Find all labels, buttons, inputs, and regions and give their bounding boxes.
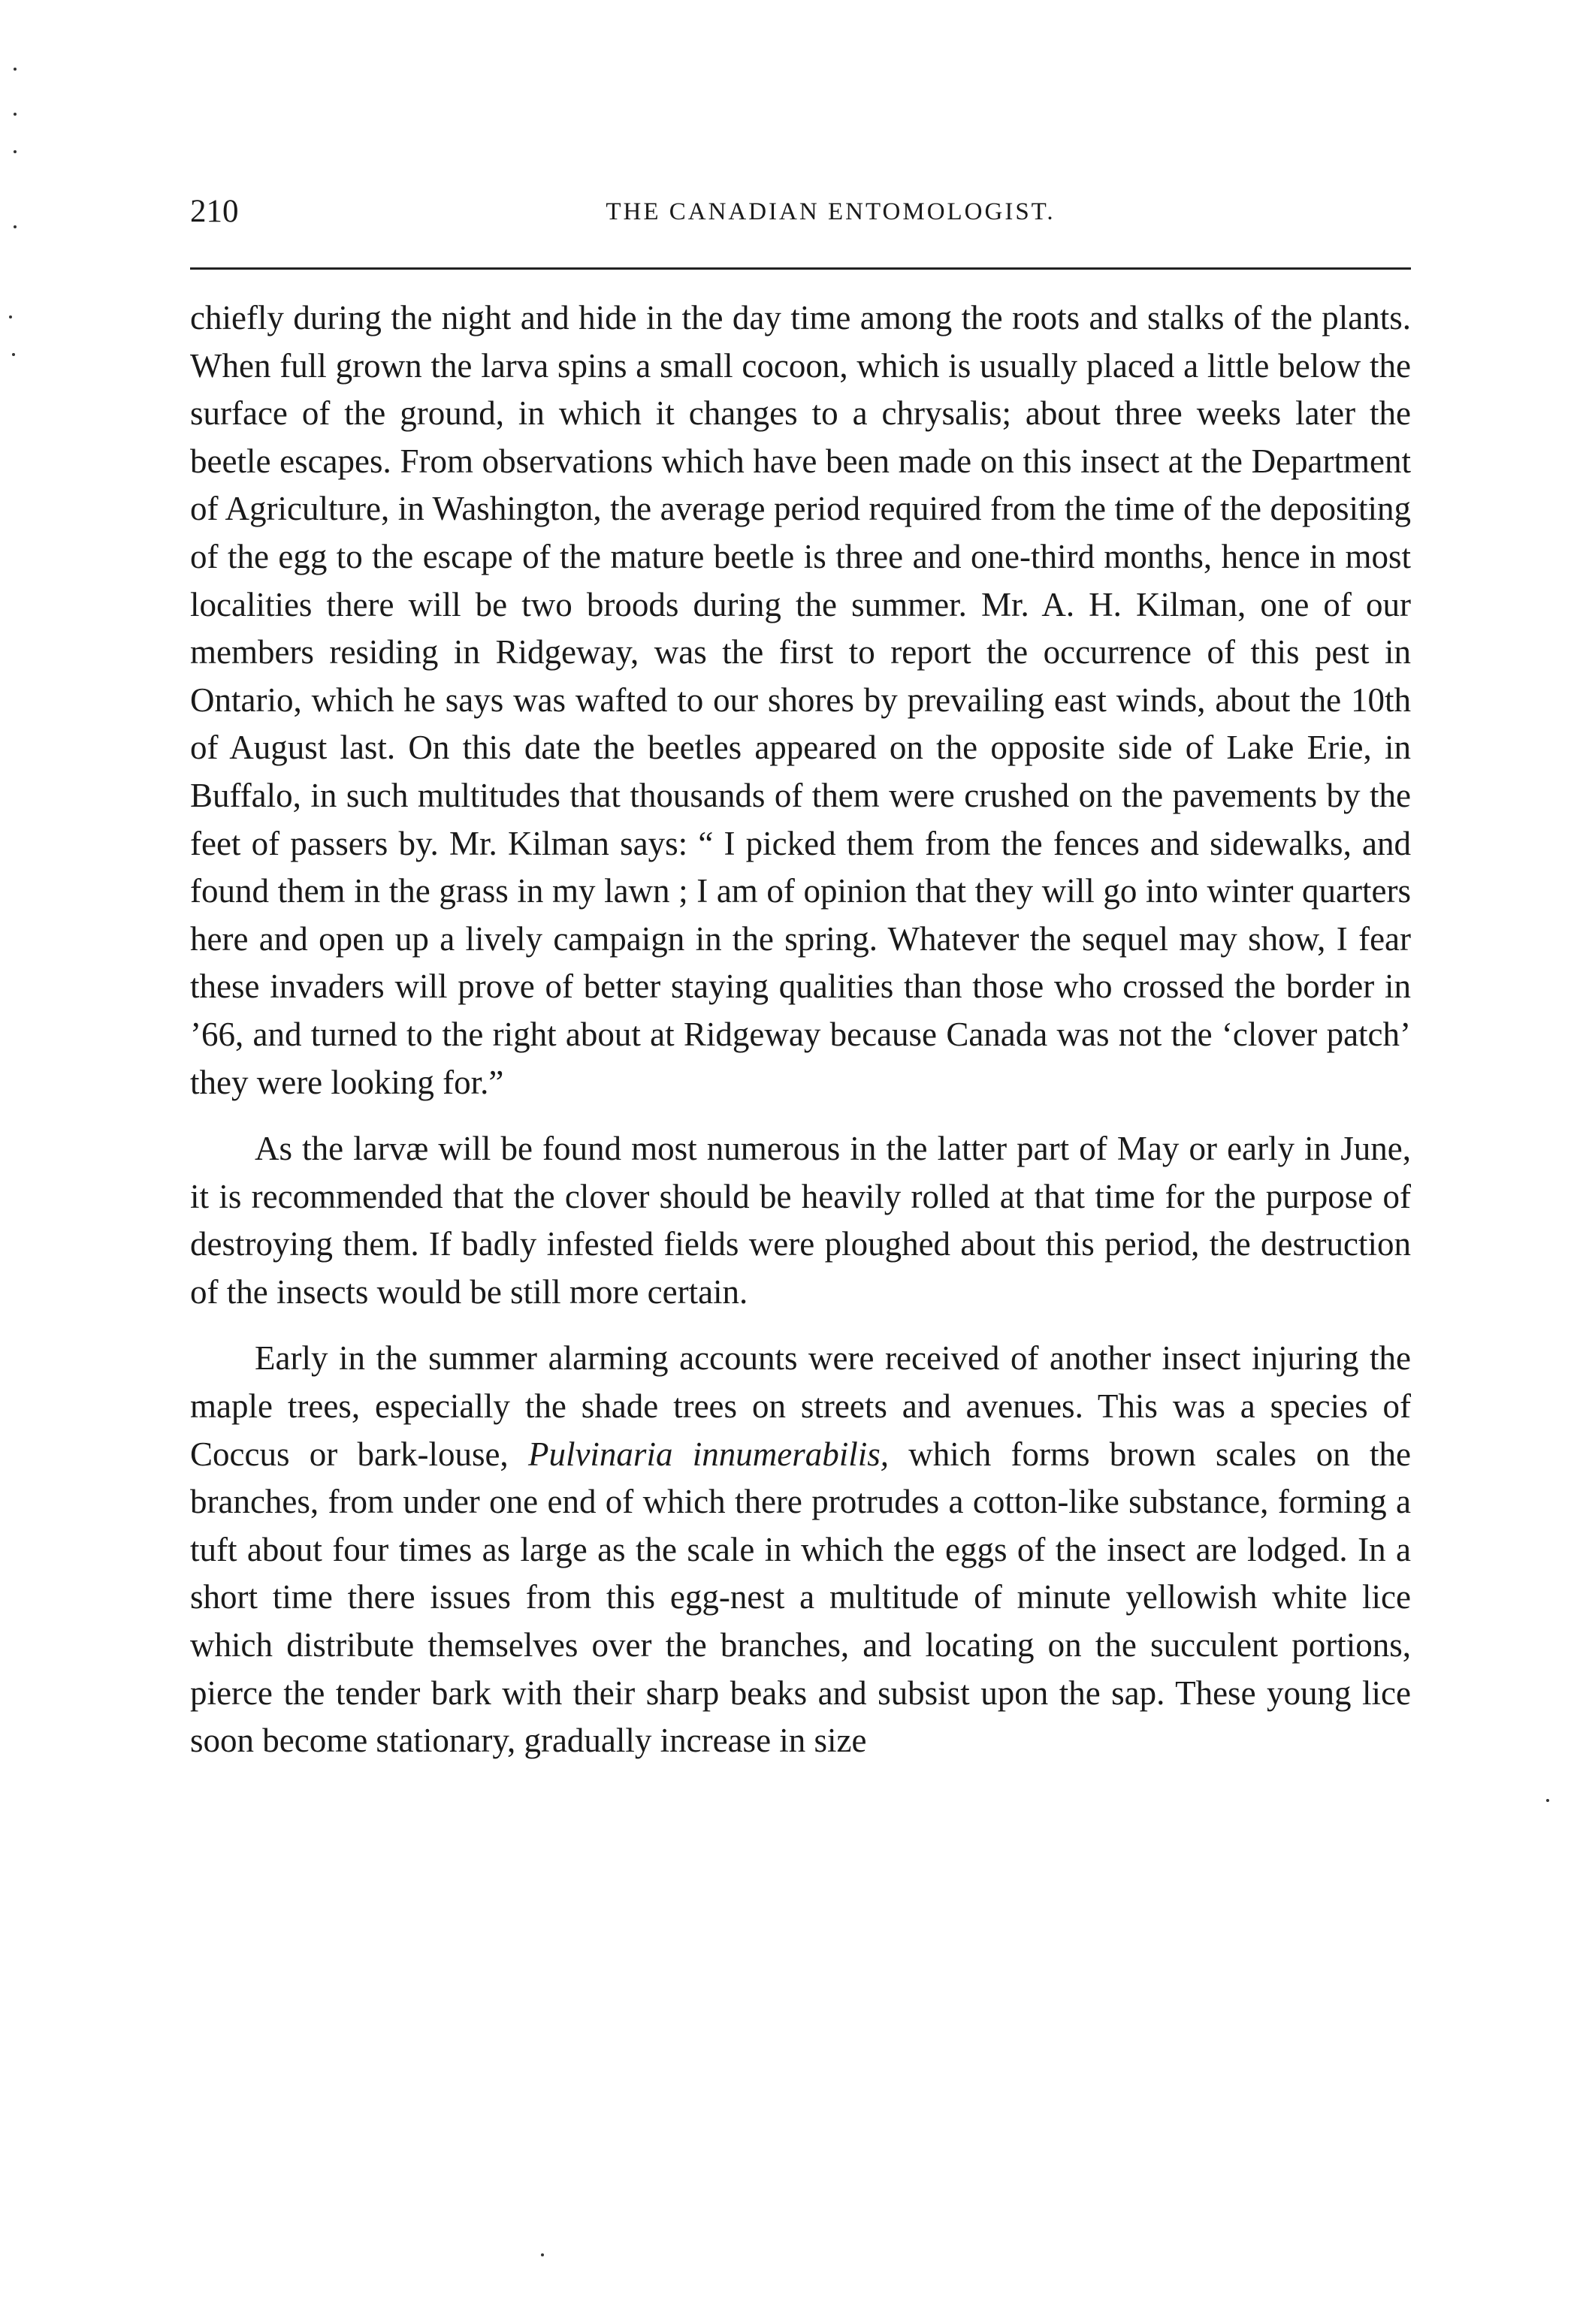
page-header: [190, 189, 1411, 234]
margin-speck: [14, 150, 17, 153]
species-name: Pulvinaria innumerabilis,: [527, 1435, 889, 1473]
header-rule: [190, 267, 1411, 270]
paragraph-3: [190, 1335, 1411, 1764]
margin-speck: [14, 68, 17, 71]
page-number: 210: [190, 194, 239, 229]
margin-speck: [541, 2253, 544, 2256]
margin-speck: [14, 225, 17, 228]
paragraph-1: chiefly during the night and hide in the day time among the roots and stalks of the plants. When full grown the larva spins a small cocoon, which is usually placed a little below the surface of the ground, in which it changes to a chrysalis; about three weeks later the beetle escapes. From observations which have been made on this insect at the Department of Agriculture, in Washington, the average period required from the time of the depositing of the egg to the escape of the mature beetle is three and one-third months, hence in most localities there will be two broods during the summer. Mr. A. H. Kilman, one of our members residing in Ridgeway, was the first to report the occurrence of this pest in Ontario, which he says was wafted to our shores by prevailing east winds, about the 10th of August last. On this date the beetles appeared on the opposite side of Lake Erie, in Buffalo, in such multitudes that thousands of them were crushed on the pavements by the feet of passers by. Mr. Kilman says: “ I picked them from the fences and sidewalks, and found them in the grass in my lawn ; I am of opinion that they will go into winter quarters here and open up a lively campaign in the spring. Whatever the sequel may show, I fear these invaders will prove of better staying qualities than those who crossed the border in ’66, and turned to the right about at Ridgeway because Canada was not the ‘clover patch’ they were looking for.”: [190, 299, 1411, 1101]
margin-speck: [1546, 1799, 1549, 1802]
paragraph-3-text-end: which forms brown scales on the branches, from under one end of which there protrudes a cotton-like substance, forming a tuft about four times as large as the scale in which the eggs of the insect are lodged. In a short time there issues from this egg-nest a multitude of minute yellowish white lice which distribute themselves over the branches, and locating on the succulent portions, pierce the tender bark with their sharp beaks and subsist upon the sap. These young lice soon become stationary, gradually increase in size: [190, 1435, 1411, 1760]
margin-speck: [9, 315, 12, 318]
running-head: THE CANADIAN ENTOMOLOGIST.: [606, 198, 1056, 225]
paragraph-3-text-start: Early in the summer alarming accounts were received of another insect injuring the maple trees, especially the shade trees on streets and avenues. This was a species of Coccus or bark-louse,: [190, 1339, 1411, 1473]
paragraph-2: As the larvæ will be found most numerous in the latter part of May or early in June, it is recommended that the clover should be heavily rolled at that time for the purpose of destroying them. If badly infested fields were ploughed about this period, the destruction of the insects would be still more certain.: [190, 1130, 1411, 1311]
margin-speck: [14, 113, 17, 116]
body-text: [190, 294, 1411, 1784]
margin-speck: [12, 353, 15, 356]
